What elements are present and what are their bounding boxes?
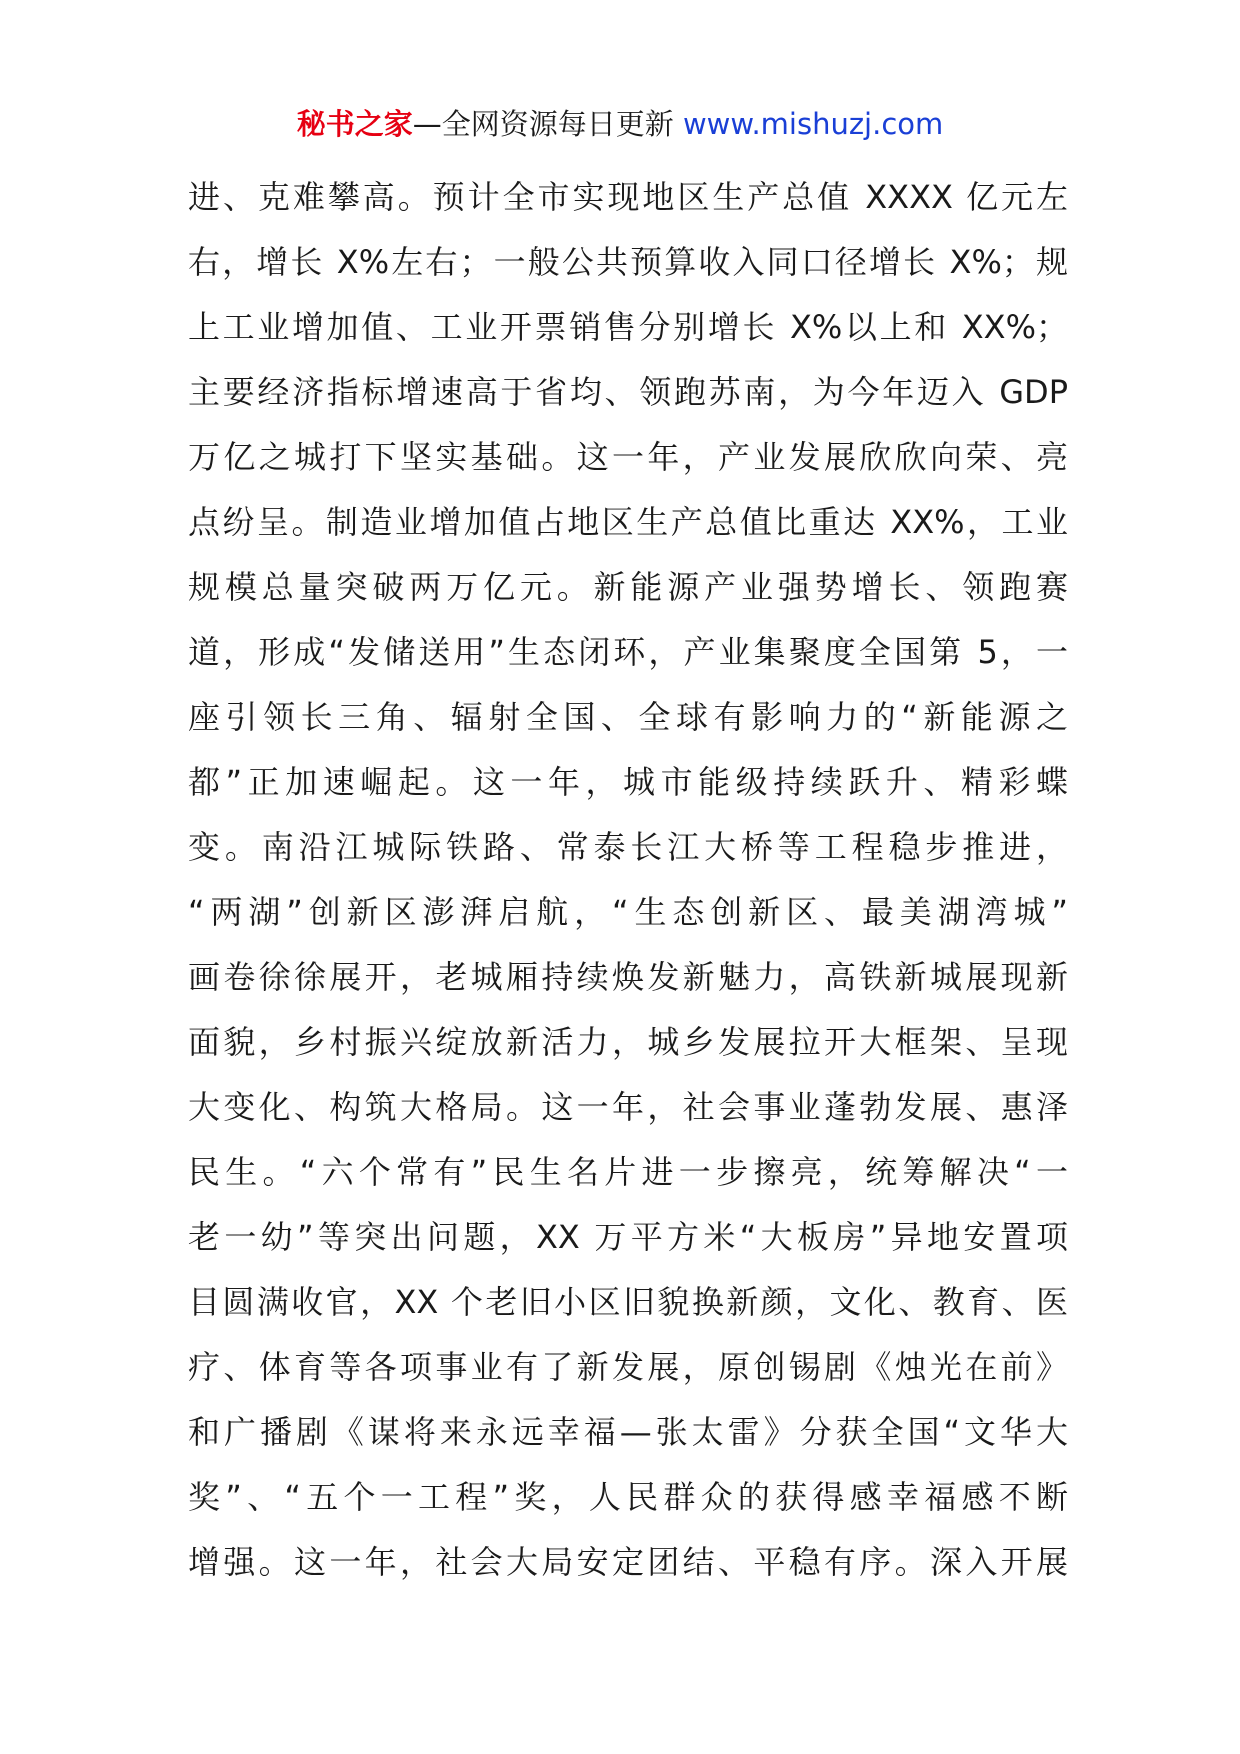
text-line: 进、克难攀高。预计全市实现地区生产总值 XXXX 亿元左 [188,178,1068,216]
site-header [0,100,1240,148]
text-line: 右，增长 X%左右；一般公共预算收入同口径增长 X%；规 [188,243,1068,281]
text-line: 主要经济指标增速高于省均、领跑苏南，为今年迈入 GDP [188,373,1068,411]
text-line: 和广播剧《谋将来永远幸福—张太雷》分获全国“文华大 [188,1413,1068,1451]
site-url[interactable]: www.mishuzj.com [682,107,944,141]
text-line: 面貌，乡村振兴绽放新活力，城乡发展拉开大框架、呈现 [188,1023,1068,1061]
text-line: 上工业增加值、工业开票销售分别增长 X%以上和 XX%； [188,308,1068,346]
text-line: 增强。这一年，社会大局安定团结、平稳有序。深入开展 [188,1543,1068,1581]
brand-name: 秘书之家 [296,107,413,141]
text-line: 座引领长三角、辐射全国、全球有影响力的“新能源之 [188,698,1068,736]
document-body [188,165,1068,1595]
text-line: 变。南沿江城际铁路、常泰长江大桥等工程稳步推进， [188,828,1068,866]
text-line: 老一幼”等突出问题，XX 万平方米“大板房”异地安置项 [188,1218,1068,1256]
text-line: 画卷徐徐展开，老城厢持续焕发新魅力，高铁新城展现新 [188,958,1068,996]
text-line: 疗、体育等各项事业有了新发展，原创锡剧《烛光在前》 [188,1348,1068,1386]
text-line: 道，形成“发储送用”生态闭环，产业集聚度全国第 5，一 [188,633,1068,671]
text-line: 规模总量突破两万亿元。新能源产业强势增长、领跑赛 [188,568,1068,606]
text-line: 大变化、构筑大格局。这一年，社会事业蓬勃发展、惠泽 [188,1088,1068,1126]
text-line: 民生。“六个常有”民生名片进一步擦亮，统筹解决“一 [188,1153,1068,1191]
header-tagline: —全网资源每日更新 [412,107,674,141]
text-line: 都”正加速崛起。这一年，城市能级持续跃升、精彩蝶 [188,763,1068,801]
text-line: 目圆满收官，XX 个老旧小区旧貌换新颜，文化、教育、医 [188,1283,1068,1321]
text-line: “两湖”创新区澎湃启航，“生态创新区、最美湖湾城” [188,893,1068,931]
text-line: 万亿之城打下坚实基础。这一年，产业发展欣欣向荣、亮 [188,438,1068,476]
text-line: 奖”、“五个一工程”奖，人民群众的获得感幸福感不断 [188,1478,1068,1516]
text-line: 点纷呈。制造业增加值占地区生产总值比重达 XX%，工业 [188,503,1068,541]
